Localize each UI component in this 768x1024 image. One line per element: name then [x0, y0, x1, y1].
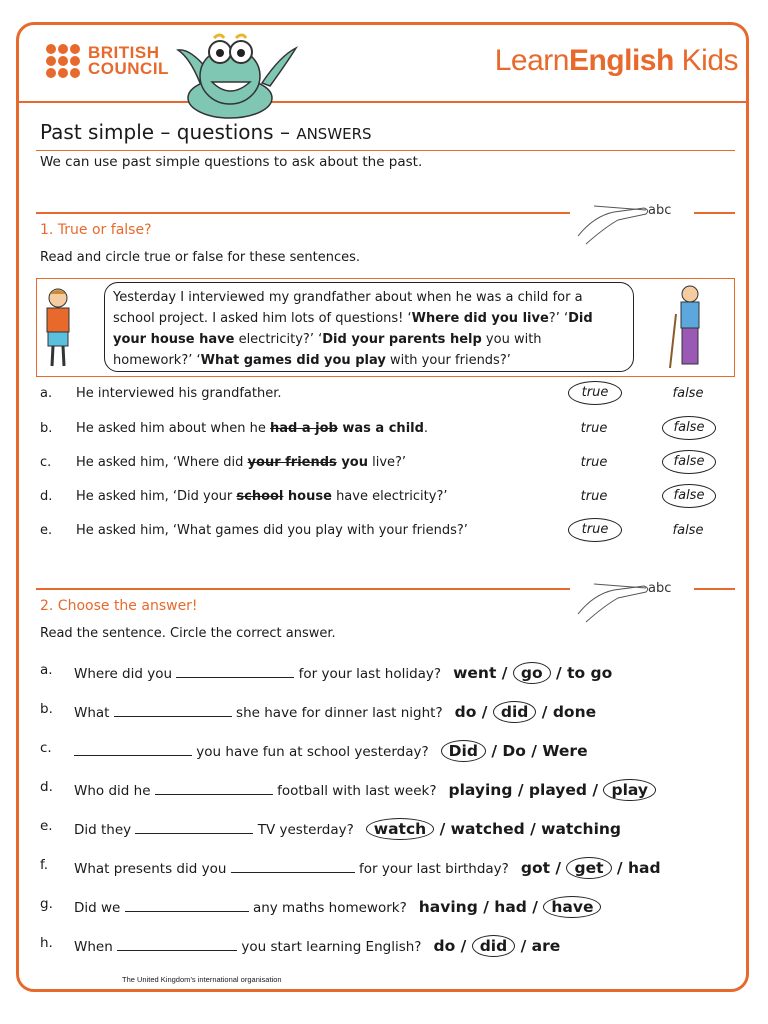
false-option[interactable]: false — [662, 450, 716, 474]
monster-mascot-icon — [170, 28, 320, 120]
item-letter: d. — [40, 779, 53, 795]
answer-choices: watch / watched / watching — [366, 820, 621, 838]
british-council-logo: BRITISH COUNCIL — [46, 44, 169, 78]
answer-option[interactable]: play — [603, 779, 656, 801]
item-letter: c. — [40, 455, 52, 470]
footer-text: The United Kingdom’s international organisation — [122, 975, 282, 984]
answer-blank[interactable] — [176, 665, 294, 678]
answer-option[interactable]: watching — [541, 820, 622, 838]
item-letter: e. — [40, 523, 53, 538]
answer-option[interactable]: Did — [441, 740, 486, 762]
answer-choices: got / get / had — [520, 859, 661, 877]
struck-text: school — [236, 489, 284, 504]
true-option[interactable]: true — [568, 381, 622, 405]
title-underline — [36, 150, 735, 151]
true-option[interactable]: true — [580, 421, 608, 436]
item-letter: c. — [40, 740, 52, 756]
tf-sentence: He asked him, ‘Did your school house have electricity?’ — [76, 489, 448, 504]
section1-divider-right — [694, 212, 735, 214]
boy-icon — [40, 286, 76, 372]
answer-option[interactable]: do — [454, 703, 477, 721]
question-text: Who did he football with last week? playing / played / play — [74, 781, 656, 799]
tf-row — [40, 419, 730, 443]
correction-text: house — [283, 489, 332, 504]
logo-dots-icon — [46, 44, 82, 78]
grandfather-icon — [666, 284, 710, 370]
header-divider — [19, 101, 746, 103]
question-text: you have fun at school yesterday? Did / Do / Were — [74, 742, 588, 760]
question-text: What she have for dinner last night? do / did / done — [74, 703, 597, 721]
true-option[interactable]: true — [568, 518, 622, 542]
answer-blank[interactable] — [125, 899, 249, 912]
tf-row — [40, 521, 730, 545]
answer-option[interactable]: to go — [567, 664, 613, 682]
section1-title: 1. True or false? — [40, 222, 152, 238]
item-letter: f. — [40, 857, 49, 873]
answer-option[interactable]: watched — [450, 820, 525, 838]
item-letter: b. — [40, 701, 53, 717]
section1-instruction: Read and circle true or false for these sentences. — [40, 250, 361, 265]
speech-bubble: Yesterday I interviewed my grandfather about when he was a child for a school project. I asked him lots of questions! ‘Where did you live?’ ‘Did your house have electricity?’ ‘Did your parents help you with homework?’ ‘What games did you play with your friends?’ — [104, 282, 634, 372]
learnenglish-kids-logo: LearnEnglish Kids — [494, 44, 738, 77]
item-letter: h. — [40, 935, 53, 951]
tf-sentence: He asked him about when he had a job was a child. — [76, 421, 429, 436]
tf-sentence: He interviewed his grandfather. — [76, 386, 282, 401]
choice-row — [40, 818, 740, 848]
answer-blank[interactable] — [117, 938, 237, 951]
struck-text: your friends — [247, 455, 337, 470]
false-option[interactable]: false — [662, 416, 716, 440]
section2-divider — [36, 588, 570, 590]
section1-divider — [36, 212, 570, 214]
question-text: Did we any maths homework? having / had / have — [74, 898, 601, 916]
answer-option[interactable]: got — [520, 859, 550, 877]
choice-row — [40, 701, 740, 731]
false-option[interactable]: false — [672, 386, 704, 401]
choice-row — [40, 662, 740, 692]
section2-instruction: Read the sentence. Circle the correct answer. — [40, 626, 336, 641]
answer-option[interactable]: have — [543, 896, 601, 918]
choice-row — [40, 896, 740, 926]
true-option[interactable]: true — [580, 489, 608, 504]
answer-blank[interactable] — [231, 860, 355, 873]
question-text: Where did you for your last holiday? went / go / to go — [74, 664, 613, 682]
page-title: Past simple – questions – ANSWERS — [40, 120, 372, 144]
question-text: When you start learning English? do / did / are — [74, 937, 561, 955]
answer-blank[interactable] — [74, 743, 192, 756]
item-letter: a. — [40, 662, 53, 678]
struck-text: had a job — [270, 421, 338, 436]
item-letter: a. — [40, 386, 53, 401]
answer-choices: playing / played / play — [449, 781, 656, 799]
item-letter: e. — [40, 818, 53, 834]
tf-sentence: He asked him, ‘What games did you play with your friends?’ — [76, 523, 468, 538]
tf-row — [40, 453, 730, 477]
choice-row — [40, 779, 740, 809]
answer-choices: do / did / done — [454, 703, 597, 721]
intro-text: We can use past simple questions to ask about the past. — [40, 154, 423, 170]
item-letter: d. — [40, 489, 53, 504]
svg-text:abc: abc — [648, 203, 672, 218]
answer-option[interactable]: are — [531, 937, 561, 955]
correction-text: was a child — [337, 421, 424, 436]
answer-blank[interactable] — [135, 821, 253, 834]
answer-option[interactable]: did — [472, 935, 516, 957]
answer-option[interactable]: having — [418, 898, 478, 916]
answer-option[interactable]: went — [453, 664, 497, 682]
answer-option[interactable]: had — [627, 859, 661, 877]
answer-option[interactable]: Do — [502, 742, 526, 760]
tf-sentence: He asked him, ‘Where did your friends you live?’ — [76, 455, 407, 470]
question-text: What presents did you for your last birthday? got / get / had — [74, 859, 661, 877]
choice-row — [40, 935, 740, 965]
answer-option[interactable]: watch — [366, 818, 434, 840]
answer-option[interactable]: go — [513, 662, 551, 684]
answer-option[interactable]: did — [493, 701, 537, 723]
true-option[interactable]: true — [580, 455, 608, 470]
answer-choices: do / did / are — [433, 937, 561, 955]
answer-option[interactable]: get — [566, 857, 611, 879]
false-option[interactable]: false — [662, 484, 716, 508]
writing-hand-icon — [574, 196, 694, 246]
item-letter: b. — [40, 421, 53, 436]
answer-option[interactable]: do — [433, 937, 456, 955]
answer-choices: went / go / to go — [453, 664, 613, 682]
answer-choices: Did / Do / Were — [441, 742, 588, 760]
answer-choices: having / had / have — [419, 898, 602, 916]
answer-option[interactable]: played — [528, 781, 588, 799]
answer-option[interactable]: playing — [448, 781, 513, 799]
answer-option[interactable]: done — [552, 703, 597, 721]
answer-blank[interactable] — [155, 782, 273, 795]
section2-title: 2. Choose the answer! — [40, 598, 198, 614]
svg-text:abc: abc — [648, 581, 672, 596]
tf-row — [40, 384, 730, 408]
tf-row — [40, 487, 730, 511]
section2-divider-right — [694, 588, 735, 590]
choice-row — [40, 740, 740, 770]
answer-option[interactable]: had — [494, 898, 527, 916]
question-text: Did they TV yesterday? watch / watched / watching — [74, 820, 622, 838]
writing-hand-icon-2 — [574, 574, 694, 624]
answer-blank[interactable] — [114, 704, 232, 717]
false-option[interactable]: false — [672, 523, 704, 538]
answer-option[interactable]: Were — [542, 742, 588, 760]
item-letter: g. — [40, 896, 53, 912]
correction-text: you — [336, 455, 368, 470]
choice-row — [40, 857, 740, 887]
